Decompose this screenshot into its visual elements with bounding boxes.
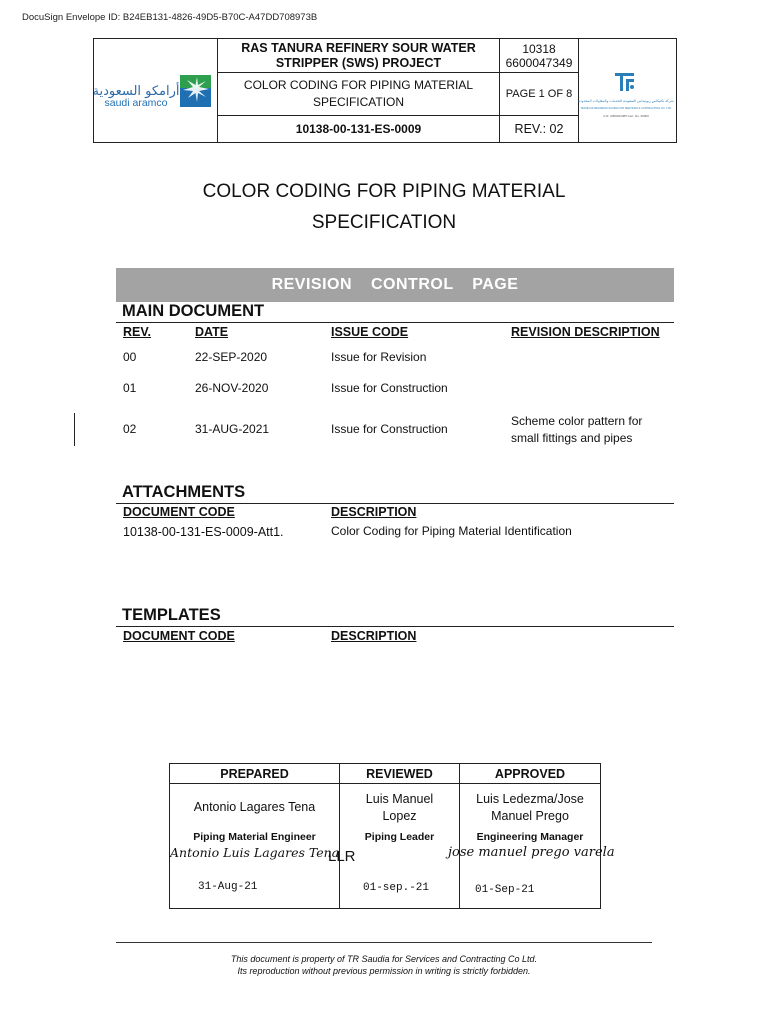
job-number: 10318 bbox=[522, 41, 556, 56]
job-contract-numbers bbox=[500, 39, 578, 72]
templates-heading: TEMPLATES bbox=[122, 606, 221, 624]
prepared-name bbox=[170, 799, 339, 816]
col-description: DESCRIPTION bbox=[331, 629, 417, 643]
reviewed-name bbox=[340, 791, 459, 825]
document-header-table bbox=[93, 38, 677, 143]
document-title-line-2: SPECIFICATION bbox=[311, 212, 457, 233]
footer-notice bbox=[0, 953, 768, 977]
reviewed-name-line-2: Lopez bbox=[382, 809, 417, 823]
attachments-rule bbox=[116, 503, 674, 504]
header-title-line-2: SPECIFICATION bbox=[312, 95, 405, 109]
page-number: PAGE 1 OF 8 bbox=[505, 88, 573, 100]
approved-name-line-1: Luis Ledezma/Jose bbox=[476, 792, 584, 806]
main-document-rule bbox=[116, 322, 674, 323]
table-row-issue: Issue for Construction bbox=[331, 381, 448, 395]
attachment-code: 10138-00-131-ES-0009-Att1. bbox=[123, 525, 284, 539]
footer-line-2: Its reproduction without previous permission in writing is strictly forbidden. bbox=[237, 966, 531, 976]
approved-name bbox=[460, 791, 600, 825]
col-description: DESCRIPTION bbox=[331, 505, 417, 519]
approved-header: APPROVED bbox=[494, 767, 566, 781]
templates-rule bbox=[116, 626, 674, 627]
header-title-line-1: COLOR CODING FOR PIPING MATERIAL bbox=[243, 78, 474, 92]
col-issue-code: ISSUE CODE bbox=[331, 325, 409, 339]
approved-role: Engineering Manager bbox=[476, 831, 584, 843]
document-title bbox=[0, 176, 768, 238]
footer-line-1: This document is property of TR Saudia for Services and Contracting Co Ltd. bbox=[230, 954, 538, 964]
table-row-rev: 02 bbox=[123, 422, 137, 436]
project-line-1: RAS TANURA REFINERY SOUR WATER bbox=[241, 40, 476, 55]
col-document-code: DOCUMENT CODE bbox=[123, 505, 235, 519]
reviewed-date: 01-sep.-21 bbox=[363, 882, 430, 894]
document-title-line-1: COLOR CODING FOR PIPING MATERIAL bbox=[202, 181, 566, 202]
col-date: DATE bbox=[195, 325, 229, 339]
table-row-description bbox=[511, 413, 642, 447]
aramco-latin-text: saudi aramco bbox=[104, 97, 168, 109]
description-line-2: small fittings and pipes bbox=[511, 431, 633, 445]
attachment-description: Color Coding for Piping Material Identification bbox=[331, 524, 572, 538]
approved-signature: jose manuel prego varela bbox=[448, 845, 615, 860]
approval-signature-table bbox=[169, 763, 615, 909]
description-line-1: Scheme color pattern for bbox=[511, 414, 643, 428]
table-row-issue: Issue for Revision bbox=[331, 350, 427, 364]
document-number: 10138-00-131-ES-0009 bbox=[295, 122, 422, 136]
prepared-header: PREPARED bbox=[220, 767, 289, 781]
prepared-date: 31-Aug-21 bbox=[198, 881, 258, 893]
prepared-role: Piping Material Engineer bbox=[193, 831, 316, 843]
reviewed-name-line-1: Luis Manuel bbox=[365, 792, 434, 806]
footer-rule bbox=[116, 942, 652, 943]
tr-arabic-name: شركة تكنيكاس ريونيداس السعودية للخدمات والمقاولات المحدودة bbox=[578, 99, 674, 103]
tr-latin-name: TECNICAS REUNIDAS SAUDIA FOR SERVICES & CONTRACTING CO. LTD. bbox=[580, 107, 672, 110]
approved-name-line-2: Manuel Prego bbox=[491, 809, 569, 823]
table-row-rev: 00 bbox=[123, 350, 137, 364]
main-document-heading: MAIN DOCUMENT bbox=[122, 302, 265, 320]
attachments-heading: ATTACHMENTS bbox=[122, 483, 246, 501]
reviewed-signature: LLR bbox=[328, 848, 356, 865]
aramco-arabic-text: أرامكو السعودية bbox=[94, 84, 180, 99]
table-row-date: 22-SEP-2020 bbox=[195, 350, 268, 364]
reviewed-role: Piping Leader bbox=[364, 831, 435, 843]
table-row-date: 31-AUG-2021 bbox=[195, 422, 270, 436]
table-row-date: 26-NOV-2020 bbox=[195, 381, 269, 395]
table-row-issue: Issue for Construction bbox=[331, 422, 448, 436]
header-document-title bbox=[218, 73, 499, 115]
table-row-rev: 01 bbox=[123, 381, 137, 395]
revision-control-banner: REVISION CONTROL PAGE bbox=[116, 268, 674, 302]
docusign-envelope-id: DocuSign Envelope ID: B24EB131-4826-49D5-B70C-A47DD708973B bbox=[22, 12, 318, 23]
saudi-aramco-logo bbox=[94, 39, 217, 142]
col-rev: REV. bbox=[123, 325, 152, 339]
contract-number: 6600047349 bbox=[505, 55, 573, 70]
col-revision-description: REVISION DESCRIPTION bbox=[511, 325, 660, 339]
tr-saudia-logo bbox=[578, 39, 675, 142]
project-line-2: STRIPPER (SWS) PROJECT bbox=[275, 55, 442, 70]
col-document-code: DOCUMENT CODE bbox=[123, 629, 235, 643]
reviewed-header: REVIEWED bbox=[366, 767, 433, 781]
revision-number: REV.: 02 bbox=[514, 122, 564, 136]
revision-margin-bar bbox=[74, 413, 75, 446]
prepared-signature: Antonio Luis Lagares Tena bbox=[170, 845, 340, 860]
project-name bbox=[218, 39, 499, 72]
approved-date: 01-Sep-21 bbox=[475, 884, 535, 896]
tr-registration: C.R. 2050041085 Cert. No. 39000 bbox=[603, 114, 649, 118]
prepared-name-line-1: Antonio Lagares Tena bbox=[193, 800, 316, 814]
